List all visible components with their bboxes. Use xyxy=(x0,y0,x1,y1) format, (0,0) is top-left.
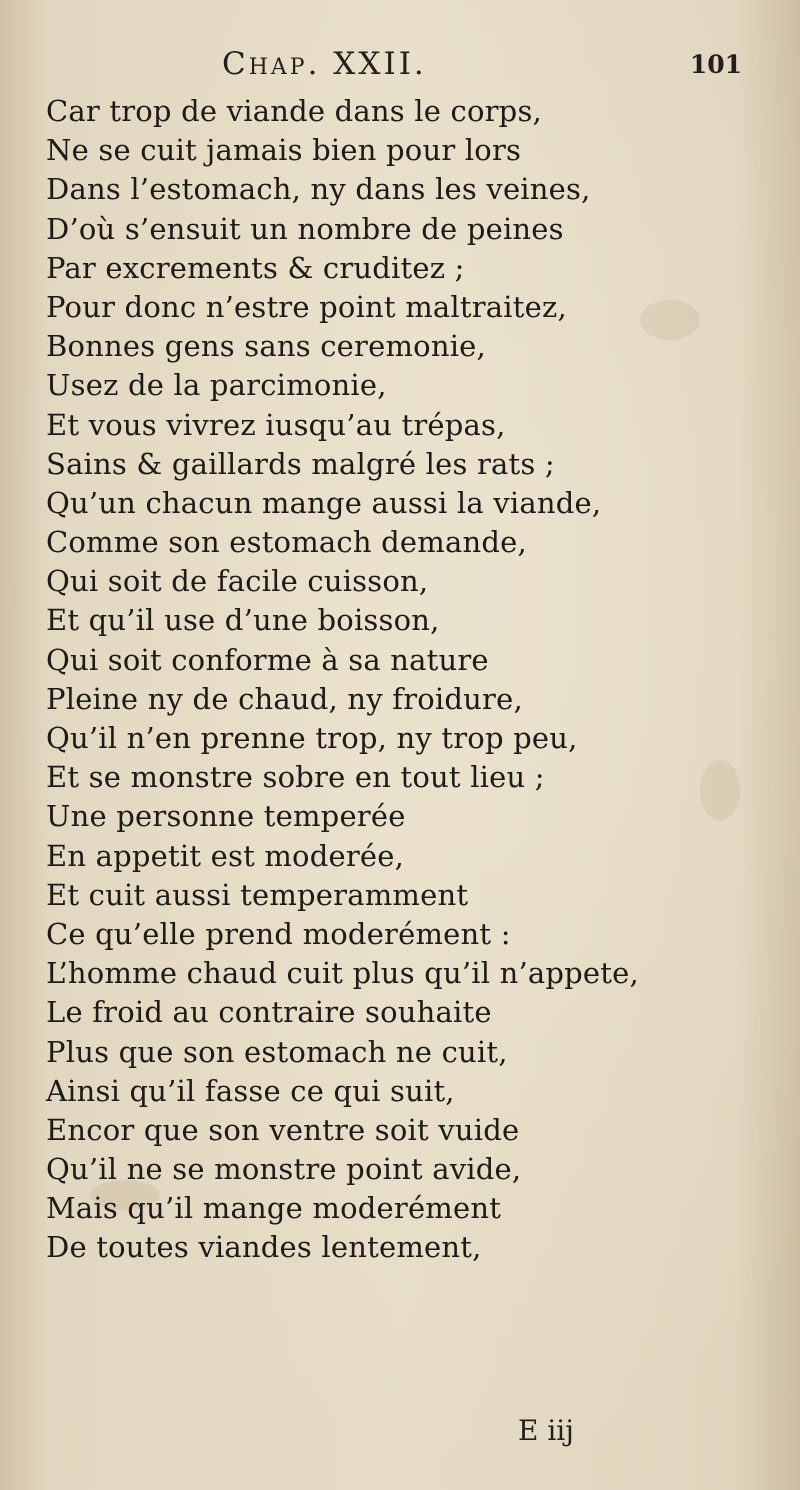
running-header xyxy=(0,46,800,90)
verse-line: Par excrements & cruditez ; xyxy=(46,250,465,285)
verse-line: Qu’un chacun mange aussi la viande, xyxy=(46,485,602,520)
verse-line: D’où s’ensuit un nombre de peines xyxy=(46,211,564,246)
verse-line: Bonnes gens sans ceremonie, xyxy=(46,329,486,364)
verse-line: Le froid au contraire souhaite xyxy=(46,995,492,1030)
verse-line: Ce qu’elle prend moderément : xyxy=(46,916,511,951)
verse-line: Ainsi qu’il fasse ce qui suit, xyxy=(46,1073,455,1108)
verse-line: De toutes viandes lentement, xyxy=(46,1230,482,1265)
verse-line: Et cuit aussi temperamment xyxy=(46,877,469,912)
verse-line: Encor que son ventre soit vuide xyxy=(46,1112,520,1147)
verse-line: Pour donc n’estre point maltraitez, xyxy=(46,289,567,324)
verse-line: Comme son estomach demande, xyxy=(46,525,527,560)
verse-line: Usez de la parcimonie, xyxy=(46,368,387,403)
verse-line: L’homme chaud cuit plus qu’il n’appete, xyxy=(46,956,639,991)
verse-line: Plus que son estomach ne cuit, xyxy=(46,1034,508,1069)
signature-mark: E iij xyxy=(518,1414,574,1447)
verse-line: Une personne temperée xyxy=(46,799,406,834)
verse-line: Dans l’estomach, ny dans les veines, xyxy=(46,172,591,207)
verse-line: Et se monstre sobre en tout lieu ; xyxy=(46,760,545,795)
verse-line: Mais qu’il mange moderément xyxy=(46,1191,502,1226)
page-number: 101 xyxy=(689,50,742,79)
verse-line: Sains & gaillards malgré les rats ; xyxy=(46,446,555,481)
verse-line: Qui soit de facile cuisson, xyxy=(46,564,429,599)
verse-line: Car trop de viande dans le corps, xyxy=(46,94,542,128)
verse-line: Et vous vivrez iusqu’au trépas, xyxy=(46,407,506,442)
verse-line: Qui soit conforme à sa nature xyxy=(46,642,489,677)
verse-line: Qu’il n’en prenne trop, ny trop peu, xyxy=(46,721,578,755)
verse-line: Pleine ny de chaud, ny froidure, xyxy=(46,681,523,716)
verse-line: Ne se cuit jamais bien pour lors xyxy=(46,133,522,168)
verse-line: En appetit est moderée, xyxy=(46,838,405,873)
verse-line: Et qu’il use d’une boisson, xyxy=(46,603,440,638)
verse-text xyxy=(46,92,758,1268)
chapter-heading: Chap. XXII. xyxy=(222,46,427,82)
verse-line: Qu’il ne se monstre point avide, xyxy=(46,1152,522,1187)
